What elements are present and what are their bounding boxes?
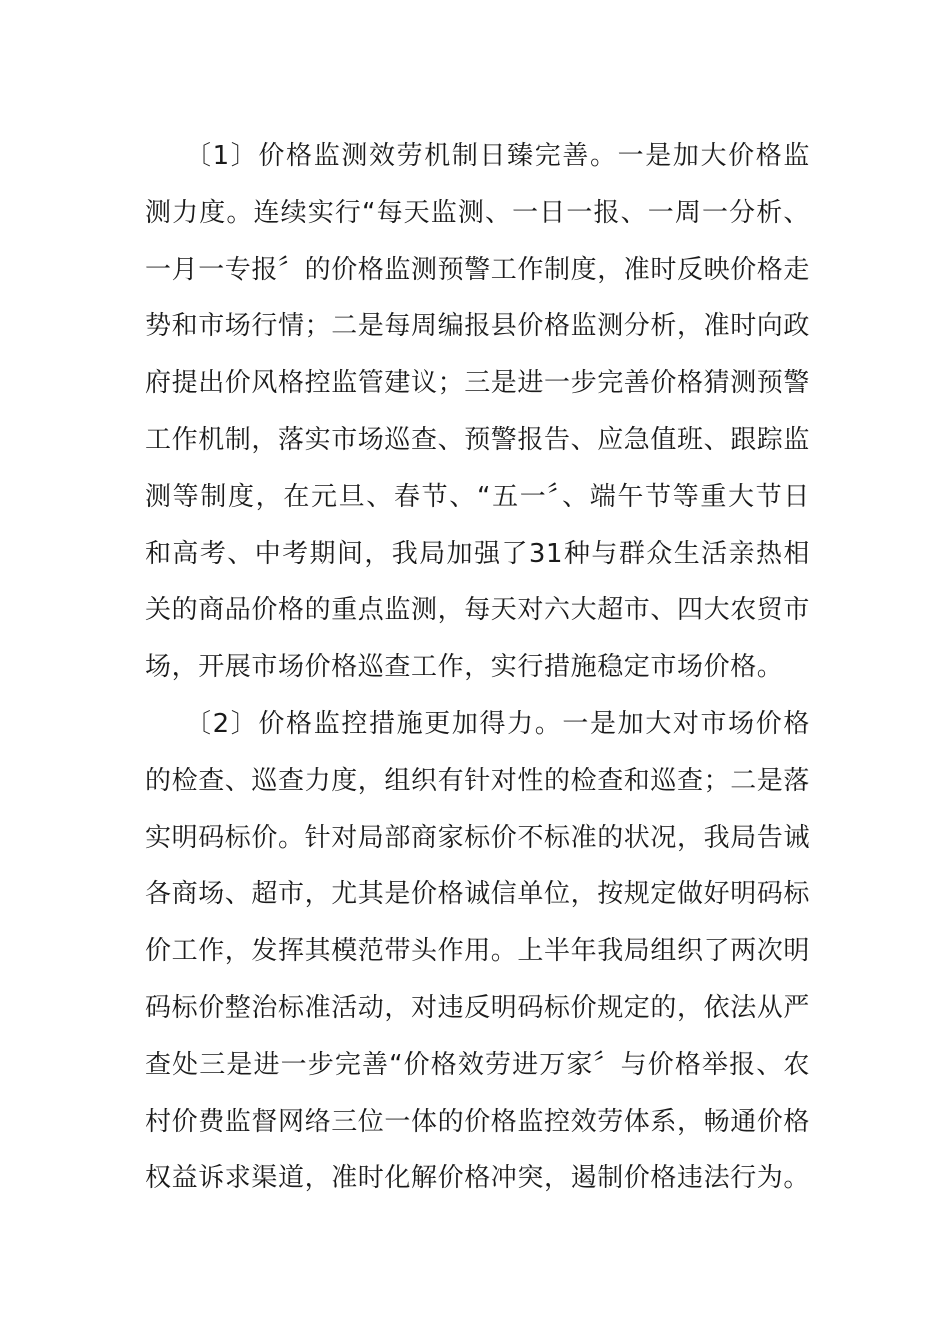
paragraph-price-control: 〔2〕价格监控措施更加得力。一是加大对市场价格的检查、巡查力度，组织有针对性的检查和巡查；二是落实明码标价。针对局部商家标价不标准的状况，我局告诫各商场、超市，尤其是价格诚信单位，按规定做好明码标价工作，发挥其模范带头作用。上半年我局组织了两次明码标价整治标准活动，对违反明码标价规定的，依法从严查处三是进一步完善“价格效劳进万家〞与价格举报、农村价费监督网络三位一体的价格监控效劳体系，畅通价格权益诉求渠道，准时化解价格冲突，遏制价格违法行为。	[145, 708, 811, 1194]
paragraph-price-monitoring: 〔1〕价格监测效劳机制日臻完善。一是加大价格监测力度。连续实行“每天监测、一日一报、一周一分析、一月一专报〞的价格监测预警工作制度，准时反映价格走势和市场行情；二是每周编报县价格监测分析，准时向政府提出价风格控监管建议；三是进一步完善价格猜测预警工作机制，落实市场巡查、预警报告、应急值班、跟踪监测等制度，在元旦、春节、“五一〞、端午节等重大节日和高考、中考期间，我局加强了31种与群众生活亲热相关的商品价格的重点监测，每天对六大超市、四大农贸市场，开展市场价格巡查工作，实行措施稳定市场价格。	[145, 141, 811, 683]
document-body	[145, 128, 810, 1207]
